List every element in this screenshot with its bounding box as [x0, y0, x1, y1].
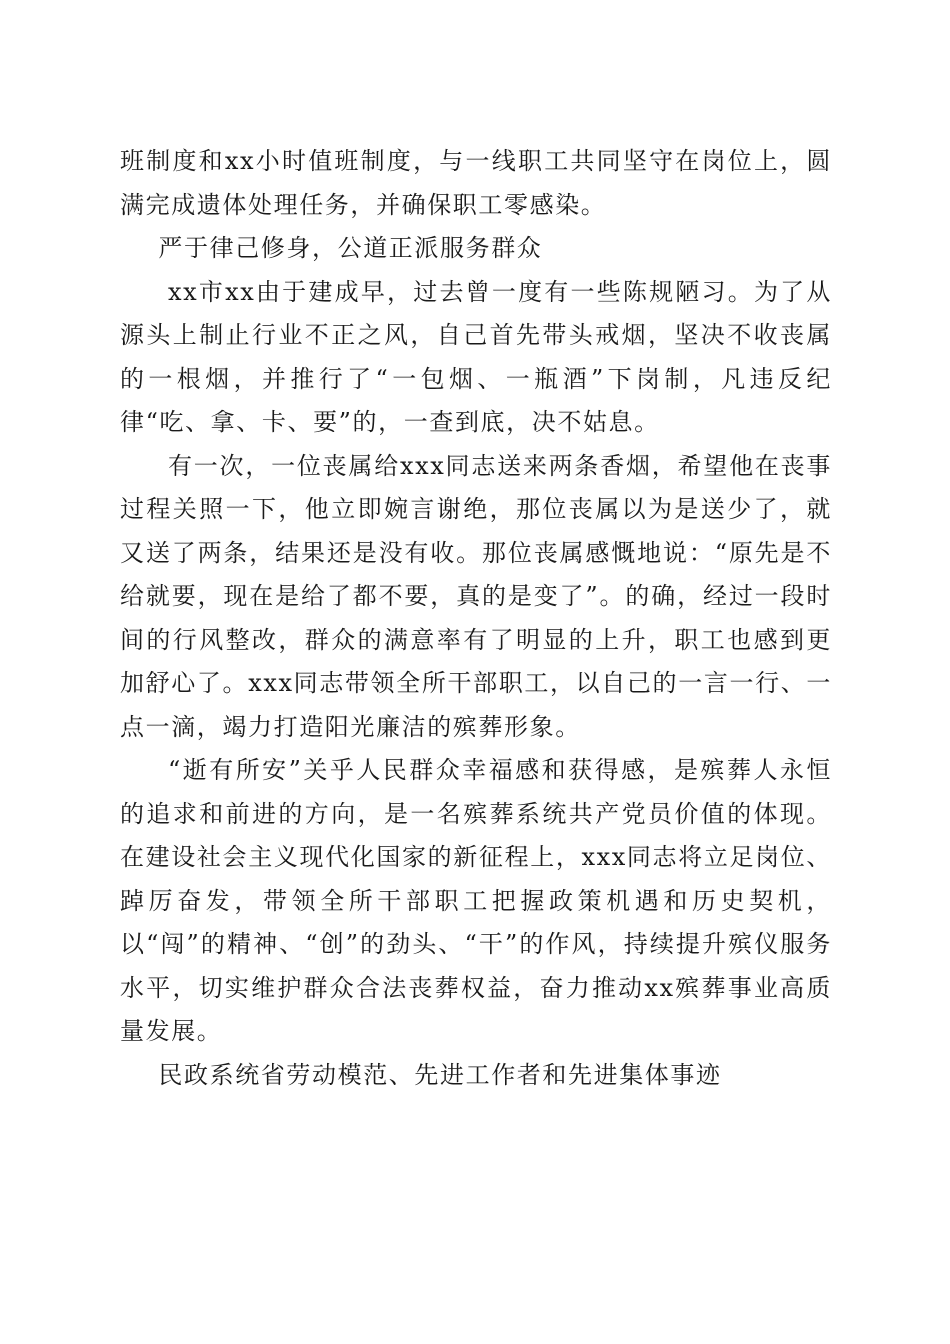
- paragraph-continued: 班制度和xx小时值班制度，与一线职工共同坚守在岗位上，圆满完成遗体处理任务，并确保职工零感染。: [120, 147, 832, 219]
- paragraph: “逝有所安”关乎人民群众幸福感和获得感，是殡葬人永恒的追求和前进的方向，是一名殡葬系统共产党员价值的体现。在建设社会主义现代化国家的新征程上，xxx同志将立足岗位、踔厉奋发，带领全所干部职工把握政策机遇和历史契机，以“闯”的精神、“创”的劲头、“干”的作风，持续提升殡仪服务水平，切实维护群众合法丧葬权益，奋力推动xx殡葬事业高质量发展。: [120, 756, 832, 1045]
- document-body: [120, 140, 832, 1097]
- paragraph: 有一次，一位丧属给xxx同志送来两条香烟，希望他在丧事过程关照一下，他立即婉言谢绝，那位丧属以为是送少了，就又送了两条，结果还是没有收。那位丧属感慨地说：“原先是不给就要，现在是给了都不要，真的是变了”。的确，经过一段时间的行风整改，群众的满意率有了明显的上升，职工也感到更加舒心了。xxx同志带领全所干部职工，以自己的一言一行、一点一滴，竭力打造阳光廉洁的殡葬形象。: [120, 451, 832, 741]
- section-heading: 严于律己修身，公道正派服务群众: [158, 234, 543, 262]
- document-title-footer: 民政系统省劳动模范、先进工作者和先进集体事迹: [158, 1060, 722, 1089]
- paragraph: xx市xx由于建成早，过去曾一度有一些陈规陋习。为了从源头上制止行业不正之风，自己首先带头戒烟，坚决不收丧属的一根烟，并推行了“一包烟、一瓶酒”下岗制，凡违反纪律“吃、拿、卡、要”的，一查到底，决不姑息。: [120, 277, 832, 436]
